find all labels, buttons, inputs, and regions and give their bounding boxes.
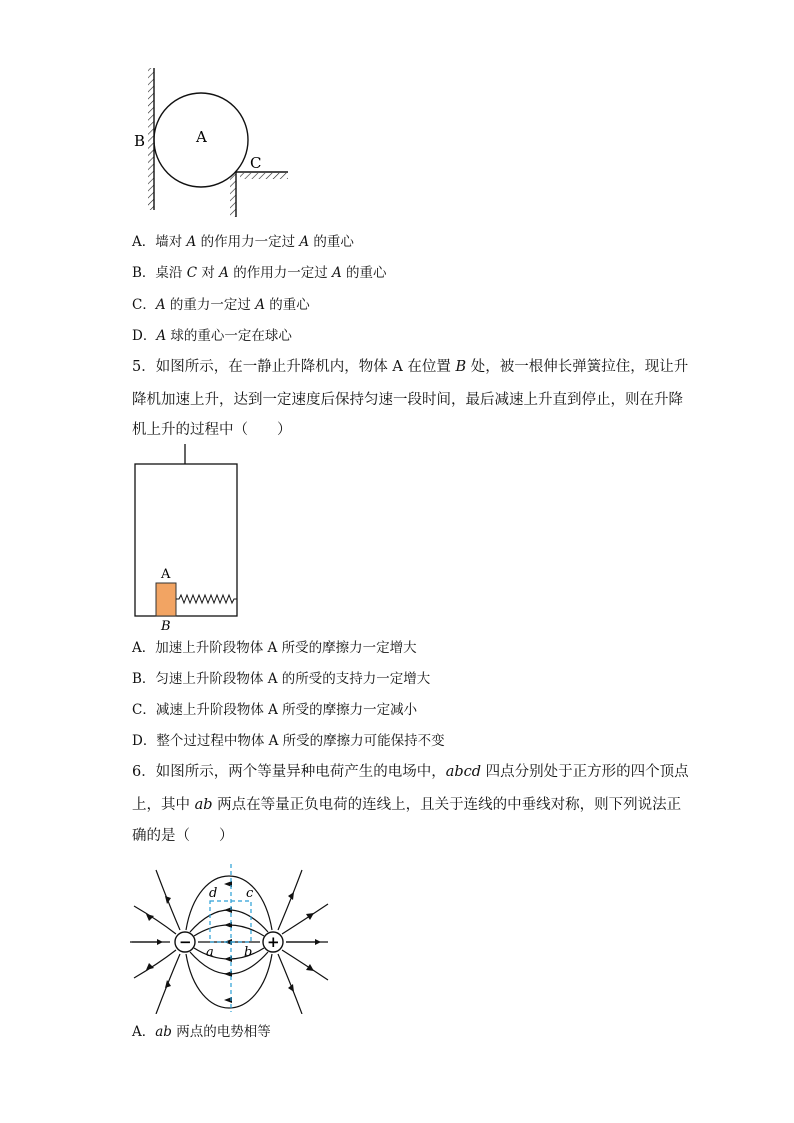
label-point-c: c <box>246 886 254 901</box>
label-a: A <box>196 128 207 146</box>
q6-figure <box>128 862 338 1014</box>
q5-option-a: A．加速上升阶段物体 A 所受的摩擦力一定增大 <box>132 640 417 656</box>
label-point-d: d <box>209 886 218 901</box>
label-b: B <box>134 132 146 150</box>
q5-stem-line1: 5．如图所示，在一静止升降机内，物体 A 在位置 B 处，被一根伸长弹簧拉住，现让升 <box>132 359 689 375</box>
wall-hatch <box>148 68 154 210</box>
q6-stem-line3: 确的是（ ） <box>132 828 234 844</box>
q5-stem-line3: 机上升的过程中（ ） <box>132 422 292 438</box>
q4-option-b: B．桌沿 C 对 A 的作用力一定过 A 的重心 <box>132 265 387 281</box>
positive-sign: + <box>267 933 280 951</box>
table-side-hatch <box>230 174 236 217</box>
negative-sign: − <box>179 933 192 951</box>
q4-option-a: A．墙对 A 的作用力一定过 A 的重心 <box>132 234 354 250</box>
q4-option-c: C．A 的重力一定过 A 的重心 <box>132 297 310 313</box>
q5-option-c: C．减速上升阶段物体 A 所受的摩擦力一定减小 <box>132 702 418 718</box>
q5-option-b: B．匀速上升阶段物体 A 的所受的支持力一定增大 <box>132 671 431 687</box>
label-c: C <box>250 154 262 172</box>
q4-option-d: D．A 球的重心一定在球心 <box>132 328 292 344</box>
q5-figure <box>128 444 248 634</box>
q6-stem-line2: 上，其中 ab 两点在等量正负电荷的连线上，且关于连线的中垂线对称，则下列说法正 <box>132 797 682 813</box>
elevator-box <box>135 464 237 616</box>
q4-figure <box>128 62 303 220</box>
table-top-hatch <box>240 173 288 179</box>
q6-stem-line1: 6．如图所示，两个等量异种电荷产生的电场中，abcd 四点分别处于正方形的四个顶点 <box>132 764 689 780</box>
q5-option-d: D．整个过过程中物体 A 所受的摩擦力可能保持不变 <box>132 733 445 749</box>
q6-option-a: A．ab 两点的电势相等 <box>132 1024 271 1040</box>
label-point-b: b <box>244 945 253 960</box>
spring <box>176 595 237 603</box>
q5-stem-line2: 降机加速上升，达到一定速度后保持匀速一段时间，最后减速上升直到停止，则在升降 <box>132 392 683 408</box>
label-block-a: A <box>161 567 171 582</box>
block-a <box>156 583 176 616</box>
label-position-b: B <box>161 619 171 634</box>
label-point-a: a <box>206 945 214 960</box>
